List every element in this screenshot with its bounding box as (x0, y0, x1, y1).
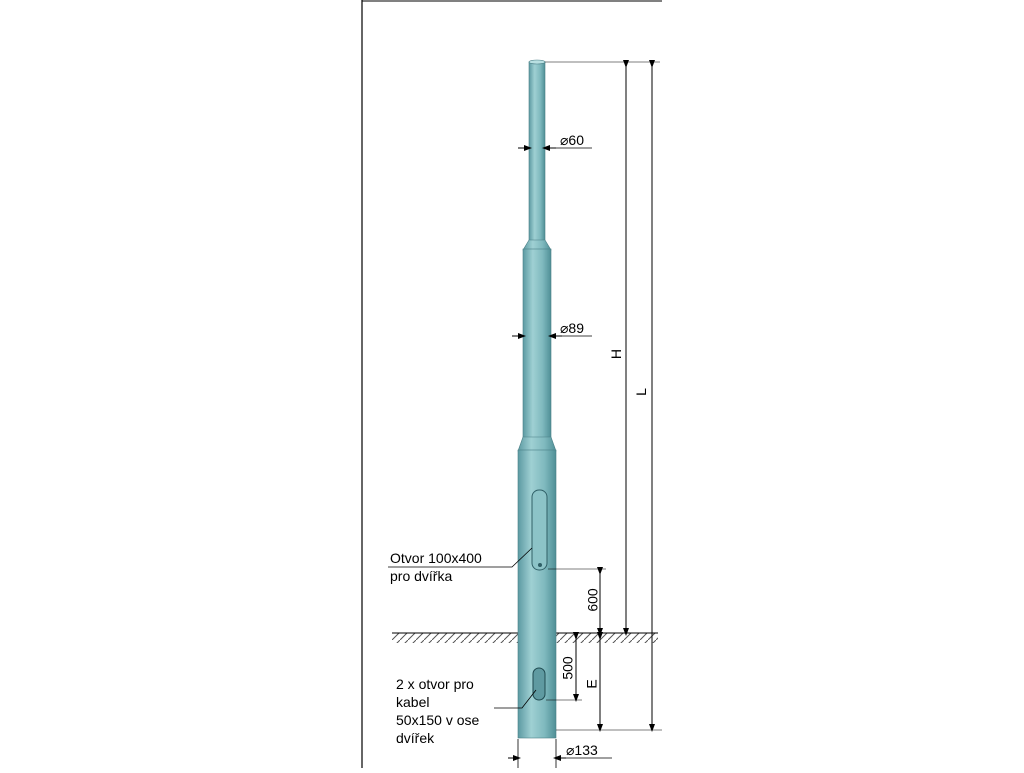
pole-section-60 (529, 62, 545, 244)
label-d60: ⌀60 (560, 132, 585, 148)
dim-l (556, 64, 662, 730)
cable-opening (533, 668, 545, 700)
label-600: 600 (584, 588, 601, 612)
pole-transition-2 (518, 437, 556, 451)
label-d89: ⌀89 (560, 320, 585, 336)
note-cable-line-4: dvířek (396, 730, 435, 746)
label-500: 500 (559, 656, 576, 680)
label-h: H (608, 348, 625, 360)
note-cable-line-1: 2 x otvor pro (396, 676, 474, 692)
pole (518, 60, 556, 738)
note-cable-line-2: kabel (396, 694, 430, 710)
label-e: E (583, 679, 600, 689)
pole-transition-1 (523, 240, 551, 250)
pole-section-89 (523, 249, 551, 439)
note-door-line-1: Otvor 100x400 (390, 550, 482, 566)
note-cable-line-3: 50x150 v ose (396, 712, 480, 728)
note-door-line-2: pro dvířka (390, 568, 453, 584)
label-d133: ⌀133 (566, 742, 598, 758)
label-l: L (632, 388, 649, 396)
door-opening (532, 490, 547, 570)
